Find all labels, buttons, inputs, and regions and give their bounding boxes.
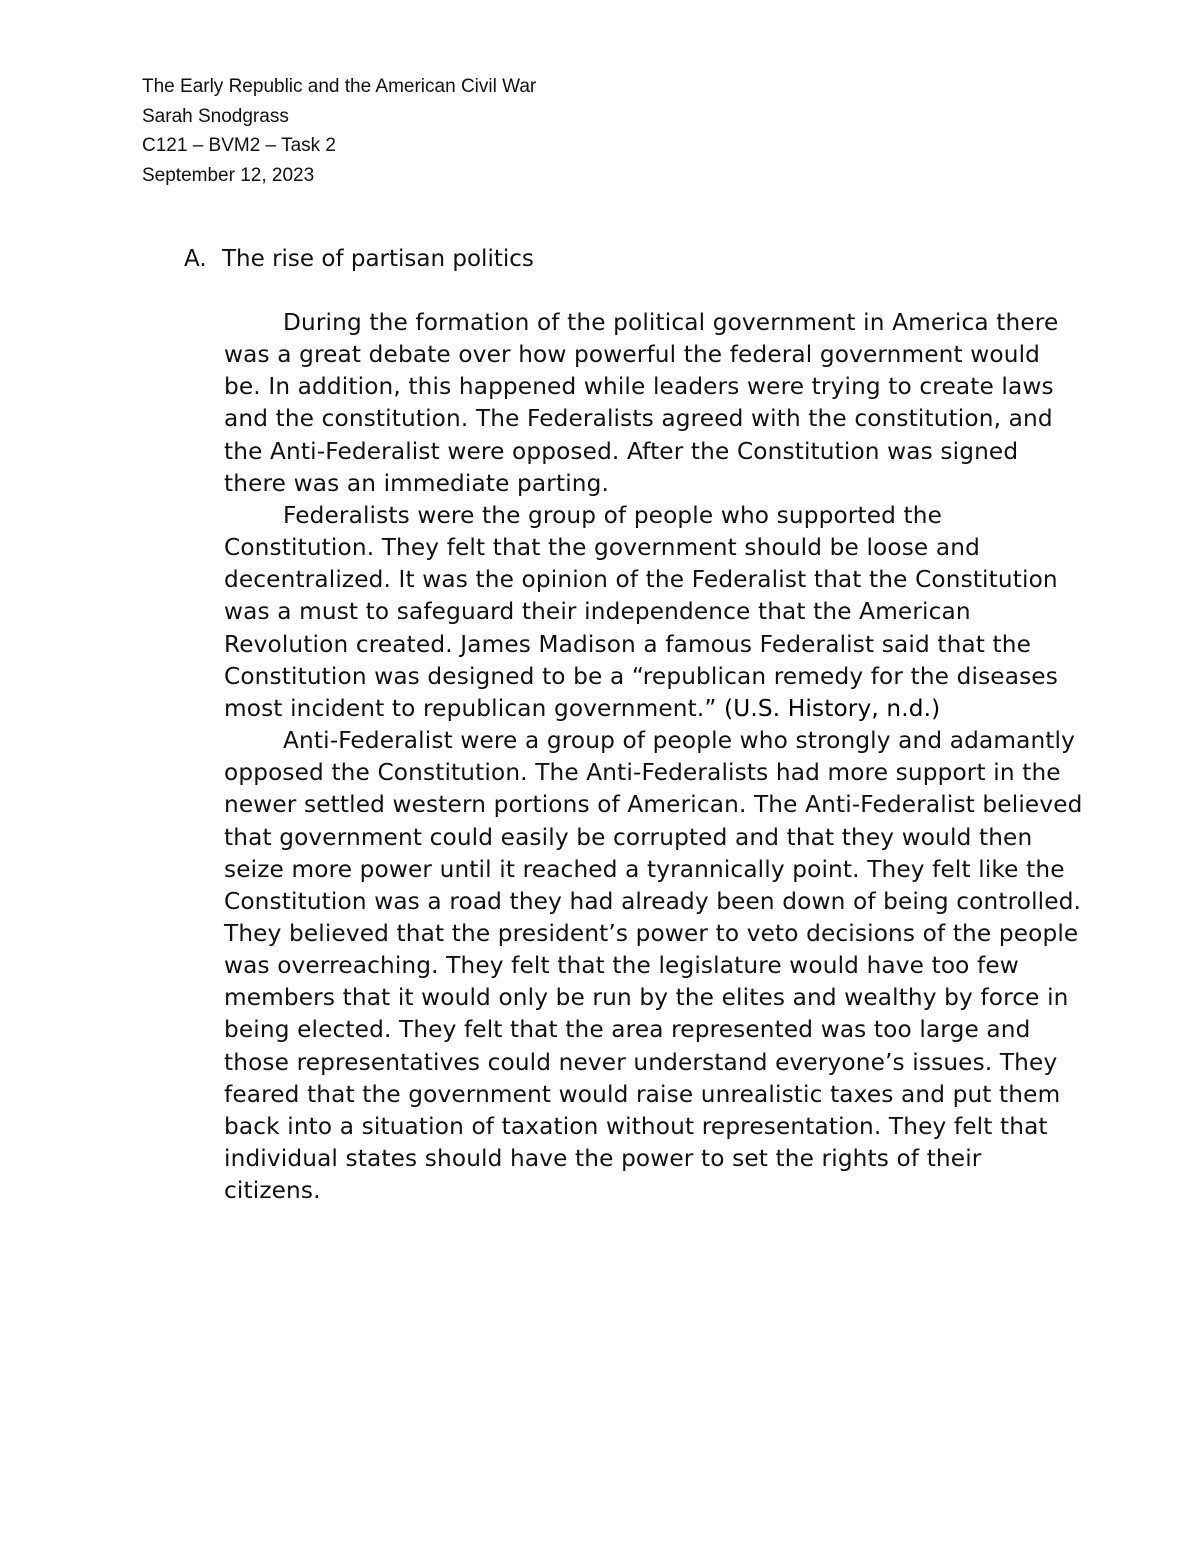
task-code: C121 – BVM2 – Task 2 — [142, 135, 336, 156]
paragraph-text: During the formation of the political government in America there was a great debate over how powerful the federal government would be. In addition, this happened while leaders were trying to create laws and the constitution. The Federalists agreed with the constitution, and the Anti-Federalist were opposed. After the Constitution was signed there was an immediate parting. — [224, 309, 1059, 497]
paragraph-formation — [224, 307, 1084, 500]
course-title: The Early Republic and the American Civil War — [142, 76, 537, 97]
author-name: Sarah Snodgrass — [142, 105, 289, 127]
paragraph-federalists — [224, 500, 1084, 725]
document-date: September 12, 2023 — [142, 164, 315, 186]
paragraph-text: Anti-Federalist were a group of people who strongly and adamantly opposed the Constitution. The Anti-Federalists had more support in the newer settled western portions of American. The Anti-Federalist believed that government could easily be corrupted and that they would then seize more power until it reached a tyrannically point. They felt like the Constitution was a road they had already been down of being controlled. They believed that the president’s power to veto decisions of the people was overreaching. They felt that the legislature would have too few members that it would only be run by the elites and wealthy by force in being elected. They felt that the area represented was too large and those representatives could never understand everyone’s issues. They feared that the government would raise unrealistic taxes and put them back into a situation of taxation without representation. They felt that individual states should have the power to set the rights of their citizens. — [224, 727, 1083, 1205]
document-header — [142, 72, 536, 190]
section-title: The rise of partisan politics — [222, 246, 534, 272]
paragraph-text: Federalists were the group of people who supported the Constitution. They felt that the government should be loose and decentralized. It was the opinion of the Federalist that the Constitution was a must to safeguard their independence that the American Revolution created. James Madison a famous Federalist said that the Constitution was designed to be a “republican remedy for the diseases most incident to republican government.” — [224, 501, 1058, 722]
section-heading — [184, 242, 534, 276]
section-marker: A. — [184, 246, 207, 272]
essay-body — [224, 307, 1084, 1207]
paragraph-anti-federalists — [224, 725, 1084, 1207]
citation: (U.S. History, n.d.) — [724, 694, 941, 722]
